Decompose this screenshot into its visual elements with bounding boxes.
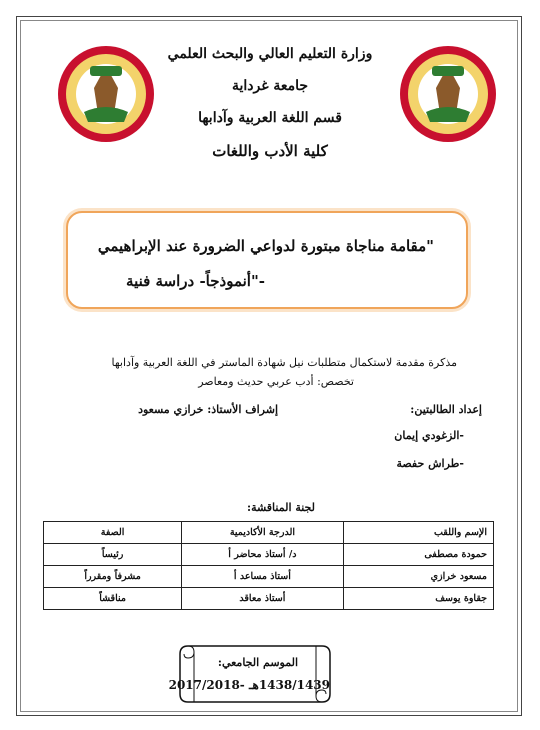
cell-rank: أستاذ مساعد أ xyxy=(182,566,344,588)
cell-role: رئيساً xyxy=(44,544,182,566)
memo-statement: مذكرة مقدمة لاستكمال متطلبات نيل شهادة الماستر في اللغة العربية وآدابها xyxy=(111,356,457,369)
specialty: تخصص: أدب عربي حديث ومعاصر xyxy=(198,375,354,388)
university-logo-right xyxy=(398,44,498,144)
header-rank: الدرجة الأكاديمية xyxy=(182,522,344,544)
academic-year-label: الموسم الجامعي: xyxy=(217,656,298,669)
cell-role: مناقشاً xyxy=(44,588,182,610)
thesis-title-line1: "مقامة مناجاة مبتورة لدواعي الضرورة عند الإبراهيمي xyxy=(97,237,434,255)
cell-rank: أستاذ معاقد xyxy=(182,588,344,610)
academic-year-scroll xyxy=(176,642,334,706)
committee-table xyxy=(43,521,494,610)
header-name: الإسم واللقب xyxy=(343,522,493,544)
faculty-name: كلية الأدب واللغات xyxy=(212,142,328,160)
cell-name: جقاوة يوسف xyxy=(343,588,493,610)
table-row xyxy=(44,566,494,588)
header-role: الصفة xyxy=(44,522,182,544)
academic-year-value: 1438/1439هـ -2017/2018 xyxy=(168,678,330,692)
table-row xyxy=(44,588,494,610)
thesis-title-box xyxy=(66,211,468,309)
cell-rank: د/ أستاذ محاضر أ xyxy=(182,544,344,566)
student-1: -الزغودي إيمان xyxy=(394,429,464,442)
cell-name: حمودة مصطفى xyxy=(343,544,493,566)
university-name: جامعة غرداية xyxy=(231,78,309,94)
department-name: قسم اللغة العربية وآدابها xyxy=(198,110,342,126)
committee-title: لجنة المناقشة: xyxy=(247,501,315,514)
table-row xyxy=(44,544,494,566)
prepared-by-label: إعداد الطالبتين: xyxy=(410,403,482,416)
ministry-name: وزارة التعليم العالي والبحث العلمي xyxy=(167,46,373,62)
thesis-title-line2: -"أنموذجاً- دراسة فنية xyxy=(126,272,265,290)
supervisor: إشراف الأستاذ: خرازي مسعود xyxy=(138,403,278,416)
table-header-row xyxy=(44,522,494,544)
cell-name: مسعود خرازي xyxy=(343,566,493,588)
student-2: -طراش حفصة xyxy=(396,457,464,470)
cell-role: مشرفاً ومقرراً xyxy=(44,566,182,588)
